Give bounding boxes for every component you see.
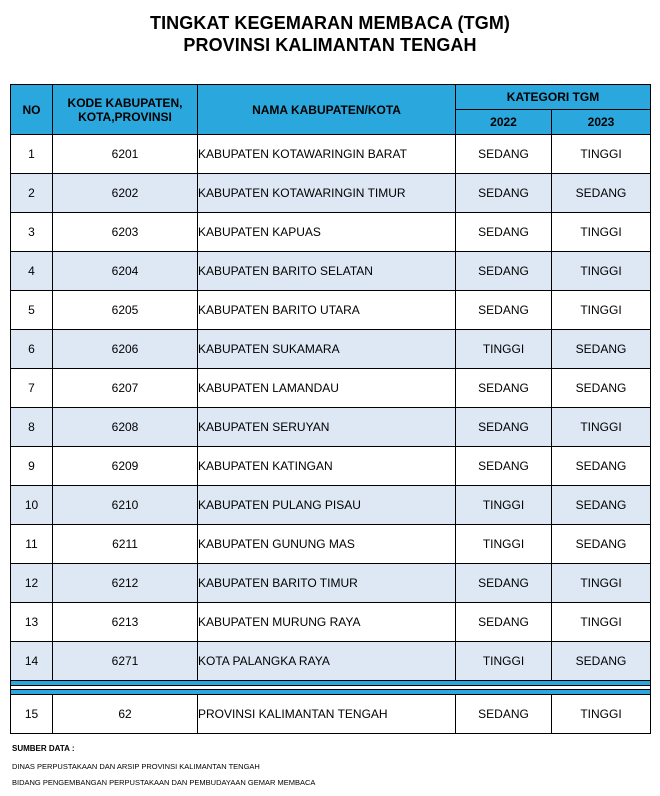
cell-no: 9 [11, 447, 53, 486]
cell-no: 11 [11, 525, 53, 564]
cell-y2023: TINGGI [552, 252, 651, 291]
cell-nama: KABUPATEN KOTAWARINGIN BARAT [198, 135, 456, 174]
footer-source-line1: DINAS PERPUSTAKAAN DAN ARSIP PROVINSI KALIMANTAN TENGAH [12, 762, 260, 771]
cell-y2022: SEDANG [456, 135, 552, 174]
header-kode: KODE KABUPATEN, KOTA,PROVINSI [53, 85, 198, 135]
cell-no: 10 [11, 486, 53, 525]
cell-no: 14 [11, 642, 53, 681]
cell-y2022: SEDANG [456, 603, 552, 642]
cell-nama: PROVINSI KALIMANTAN TENGAH [198, 695, 456, 734]
cell-y2023: TINGGI [552, 564, 651, 603]
header-2022: 2022 [456, 110, 552, 135]
cell-nama: KABUPATEN MURUNG RAYA [198, 603, 456, 642]
cell-no: 7 [11, 369, 53, 408]
province-row [11, 695, 651, 734]
table-row [11, 135, 651, 174]
footer-source-label: SUMBER DATA : [12, 744, 75, 753]
cell-y2023: TINGGI [552, 291, 651, 330]
cell-nama: KABUPATEN KOTAWARINGIN TIMUR [198, 174, 456, 213]
cell-nama: KOTA PALANGKA RAYA [198, 642, 456, 681]
cell-y2023: SEDANG [552, 486, 651, 525]
header-no: NO [11, 85, 53, 135]
cell-y2023: TINGGI [552, 603, 651, 642]
cell-y2022: SEDANG [456, 447, 552, 486]
cell-kode: 6211 [53, 525, 198, 564]
table-row [11, 213, 651, 252]
cell-no: 13 [11, 603, 53, 642]
cell-y2023: SEDANG [552, 525, 651, 564]
cell-no: 15 [11, 695, 53, 734]
cell-kode: 62 [53, 695, 198, 734]
cell-no: 1 [11, 135, 53, 174]
cell-no: 4 [11, 252, 53, 291]
cell-nama: KABUPATEN SERUYAN [198, 408, 456, 447]
cell-y2023: SEDANG [552, 174, 651, 213]
cell-no: 5 [11, 291, 53, 330]
cell-kode: 6213 [53, 603, 198, 642]
cell-y2022: SEDANG [456, 213, 552, 252]
cell-no: 2 [11, 174, 53, 213]
cell-y2023: SEDANG [552, 642, 651, 681]
cell-y2023: TINGGI [552, 408, 651, 447]
cell-y2022: TINGGI [456, 486, 552, 525]
cell-kode: 6203 [53, 213, 198, 252]
cell-nama: KABUPATEN GUNUNG MAS [198, 525, 456, 564]
table-row [11, 564, 651, 603]
page-subtitle: PROVINSI KALIMANTAN TENGAH [183, 35, 477, 55]
table-body [11, 135, 651, 734]
tgm-table [10, 84, 651, 734]
cell-y2022: SEDANG [456, 564, 552, 603]
cell-nama: KABUPATEN PULANG PISAU [198, 486, 456, 525]
cell-no: 3 [11, 213, 53, 252]
cell-kode: 6205 [53, 291, 198, 330]
table-row [11, 174, 651, 213]
cell-kode: 6201 [53, 135, 198, 174]
cell-y2022: SEDANG [456, 408, 552, 447]
cell-nama: KABUPATEN KAPUAS [198, 213, 456, 252]
cell-y2023: TINGGI [552, 695, 651, 734]
table-row [11, 525, 651, 564]
table-row [11, 291, 651, 330]
cell-y2023: SEDANG [552, 369, 651, 408]
table-row [11, 603, 651, 642]
cell-y2023: TINGGI [552, 135, 651, 174]
cell-y2022: SEDANG [456, 291, 552, 330]
cell-y2023: SEDANG [552, 330, 651, 369]
cell-kode: 6210 [53, 486, 198, 525]
cell-kode: 6207 [53, 369, 198, 408]
cell-nama: KABUPATEN BARITO TIMUR [198, 564, 456, 603]
table-row [11, 408, 651, 447]
cell-no: 6 [11, 330, 53, 369]
cell-kode: 6212 [53, 564, 198, 603]
cell-nama: KABUPATEN BARITO SELATAN [198, 252, 456, 291]
table-row [11, 252, 651, 291]
cell-y2023: TINGGI [552, 213, 651, 252]
cell-y2022: TINGGI [456, 330, 552, 369]
cell-no: 12 [11, 564, 53, 603]
table-row [11, 330, 651, 369]
header-kategori: KATEGORI TGM [456, 85, 651, 110]
cell-y2022: SEDANG [456, 174, 552, 213]
cell-y2022: SEDANG [456, 695, 552, 734]
cell-nama: KABUPATEN SUKAMARA [198, 330, 456, 369]
page-title: TINGKAT KEGEMARAN MEMBACA (TGM) [149, 13, 511, 33]
cell-nama: KABUPATEN LAMANDAU [198, 369, 456, 408]
cell-kode: 6209 [53, 447, 198, 486]
table-row [11, 447, 651, 486]
table-row [11, 369, 651, 408]
cell-y2022: TINGGI [456, 525, 552, 564]
cell-y2022: TINGGI [456, 642, 552, 681]
cell-no: 8 [11, 408, 53, 447]
cell-kode: 6206 [53, 330, 198, 369]
cell-kode: 6204 [53, 252, 198, 291]
cell-kode: 6208 [53, 408, 198, 447]
cell-kode: 6202 [53, 174, 198, 213]
cell-nama: KABUPATEN BARITO UTARA [198, 291, 456, 330]
cell-y2022: SEDANG [456, 252, 552, 291]
cell-nama: KABUPATEN KATINGAN [198, 447, 456, 486]
header-nama: NAMA KABUPATEN/KOTA [198, 85, 456, 135]
cell-y2022: SEDANG [456, 369, 552, 408]
cell-kode: 6271 [53, 642, 198, 681]
cell-y2023: SEDANG [552, 447, 651, 486]
table-row [11, 486, 651, 525]
header-2023: 2023 [552, 110, 651, 135]
footer-source-line2: BIDANG PENGEMBANGAN PERPUSTAKAAN DAN PEMBUDAYAAN GEMAR MEMBACA [12, 778, 316, 787]
table-row [11, 642, 651, 681]
